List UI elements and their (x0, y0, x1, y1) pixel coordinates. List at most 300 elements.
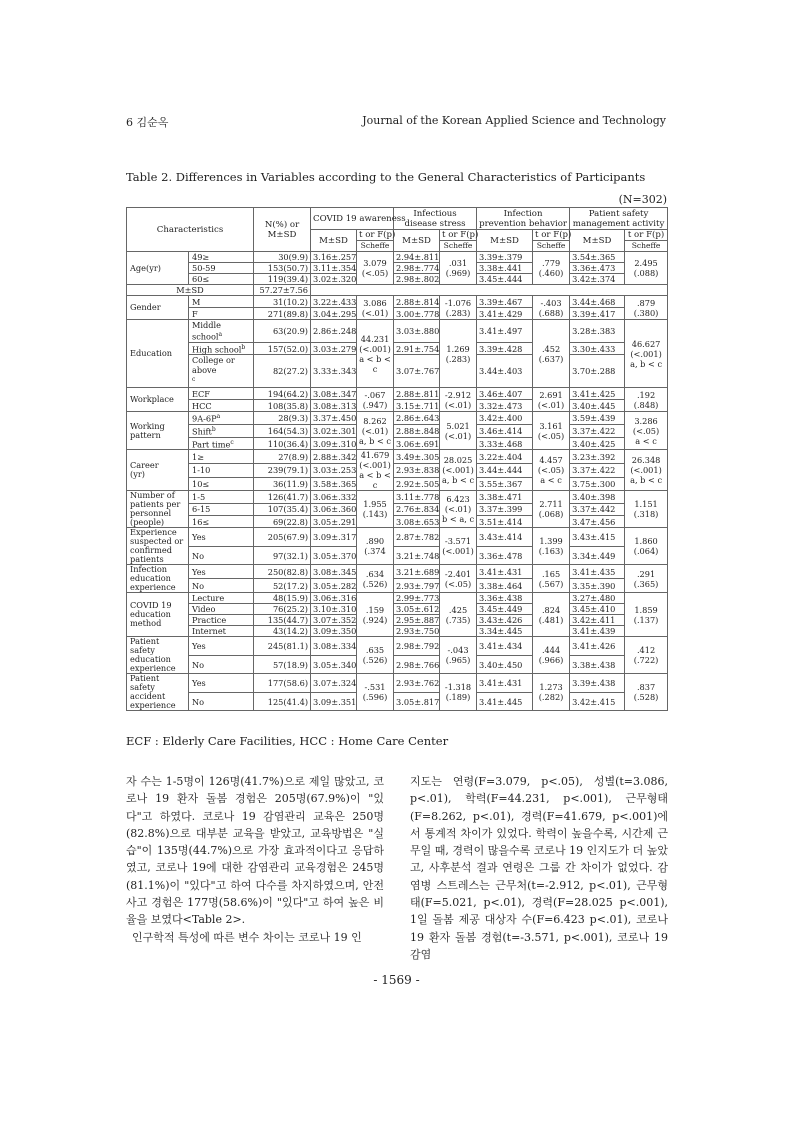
table-row (127, 263, 668, 274)
cell-line: .779 (541, 258, 561, 268)
mean-sd-cell (394, 579, 440, 593)
subgroup-label (189, 400, 254, 412)
mean-sd-cell (394, 477, 440, 491)
cell-text: 3.37±.422 (572, 425, 616, 436)
cell-text: 3.49±.305 (396, 451, 440, 462)
mean-sd-cell (570, 388, 625, 400)
header-variable (311, 208, 406, 230)
cell-line: College or (192, 355, 235, 366)
cell-text: 3.27±.480 (572, 593, 616, 604)
cell-text: 3.02±.301 (313, 425, 357, 436)
cell-text: 3.32±.473 (479, 400, 523, 411)
cell-text: 30(9.9) (278, 252, 309, 262)
cell-line: .165 (541, 568, 561, 579)
cell-line: 4.457 (539, 455, 563, 466)
n-percent-cell (254, 320, 311, 343)
cell-text: 36(11.9) (272, 479, 309, 490)
cell-text: Scheffe (536, 241, 566, 250)
mean-sd-cell (570, 263, 625, 274)
mean-sd-cell (570, 615, 625, 626)
cell-text: 3.02±.320 (313, 274, 357, 284)
cell-text: 3.03±.279 (313, 343, 357, 354)
table-row (127, 615, 668, 626)
cell-line: experience (130, 663, 176, 674)
cell-line: (.068) (538, 509, 564, 520)
header-tf (533, 230, 570, 241)
cell-line: (.283) (445, 307, 471, 318)
mean-sd-cell (311, 655, 357, 674)
n-percent-cell (254, 450, 311, 464)
mean-sd-cell (311, 400, 357, 412)
cell-line: a < b < c (359, 470, 391, 491)
test-statistic-cell (357, 491, 394, 528)
cell-text: 3.38±.471 (479, 492, 523, 503)
cell-line: 1.859 (634, 604, 658, 615)
test-statistic-cell (533, 491, 570, 528)
test-statistic-cell (357, 528, 394, 565)
cell-text: 3.41±.445 (479, 696, 523, 707)
mean-sd-cell (311, 593, 357, 604)
cell-text: 3.37±.422 (572, 465, 616, 476)
mean-sd-cell (570, 593, 625, 604)
cell-text: F (192, 308, 198, 319)
table-row (127, 604, 668, 615)
cell-text: 3.05±.370 (313, 550, 357, 561)
header-scheffe (533, 241, 570, 252)
cell-text: 3.04±.295 (313, 308, 357, 319)
cell-line: experience (130, 582, 176, 593)
table-row (127, 274, 668, 285)
cell-text: 3.41±.429 (479, 308, 523, 319)
cell-text: M±SD (582, 235, 612, 246)
cell-text: Age(yr) (130, 262, 161, 273)
cell-line: (<.001) (359, 460, 391, 471)
cell-text: 48(15.9) (272, 593, 309, 604)
mean-sd-cell (394, 274, 440, 285)
mean-sd-cell (311, 296, 357, 308)
cell-line: (<.01) (444, 504, 472, 515)
group-label (127, 565, 189, 593)
test-statistic-cell (357, 252, 394, 285)
mean-sd-cell (311, 320, 357, 343)
n-percent-cell (254, 252, 311, 263)
cell-line: Working (130, 420, 165, 431)
mean-sd-cell (394, 593, 440, 604)
cell-text: 28(9.3) (278, 413, 309, 424)
cell-text: 3.23±.392 (572, 451, 616, 462)
header-scheffe (440, 241, 477, 252)
cell-line: .425 (448, 604, 468, 615)
cell-text: 3.38±.438 (572, 659, 616, 670)
cell-text: Workplace (130, 394, 174, 405)
cell-text: 2.93±.797 (396, 580, 440, 591)
cell-text: 2.88±.811 (396, 388, 440, 399)
cell-text: 250(82.8) (267, 566, 309, 577)
cell-text: Scheffe (443, 241, 473, 250)
group-superscript: c (230, 438, 234, 446)
mean-sd-cell (394, 400, 440, 412)
cell-text: Shift (192, 426, 212, 437)
table-row (127, 565, 668, 579)
n-percent-cell (254, 355, 311, 388)
cell-line: -2.401 (444, 568, 472, 579)
cell-text: 3.51±.414 (479, 516, 523, 527)
cell-text: 3.39±.428 (479, 343, 523, 354)
cell-text: No (192, 550, 205, 561)
cell-line: .031 (448, 258, 468, 268)
cell-line: -1.318 (444, 682, 472, 693)
cell-text: 3.05±.817 (396, 696, 440, 707)
test-statistic-cell (533, 320, 570, 388)
cell-line: (.969) (445, 268, 471, 278)
n-percent-cell (254, 528, 311, 547)
test-statistic-cell (440, 320, 477, 388)
cell-text: 271(89.8) (267, 308, 309, 319)
mean-sd-cell (477, 491, 533, 503)
cell-line: personnel (130, 508, 172, 519)
group-superscript: a (218, 331, 223, 338)
mean-sd-cell (311, 274, 357, 285)
body-paragraph: 자 수는 1-5명이 126명(41.7%)으로 제일 많았고, 코로나 19 환자 돌봄 경험은 205명(67.9%)이 "있다"고 하였다. 코로나 19 감염관리 교육은 250명(82.8%)으로 대부분 교육을 받았고, 교육방법은 "실습"이 135명(44.7%)으로 가장 효과적이다고 응답하였고, 코로나 19에 대한 감염관리 교육경험은 245명(81.1%)이 "있다"고 하여 다수를 차지하였으며, 안전사고 경험은 177명(58.6%)이 "있다"고 하여 높은 비율을 보였다<Table 2>. (126, 775, 384, 927)
cell-text: 2.88±.848 (396, 425, 440, 436)
cell-line: .412 (636, 645, 656, 656)
mean-sd-cell (394, 308, 440, 320)
mean-sd-cell (570, 320, 625, 343)
cell-line: a < c (540, 475, 562, 486)
body-column-right (410, 773, 668, 963)
cell-text: 3.36±.478 (479, 550, 523, 561)
cell-text: 2.98±.792 (396, 641, 440, 652)
cell-line: a, b < c (630, 475, 663, 486)
cell-text: 126(41.7) (267, 492, 309, 503)
subgroup-label (189, 252, 254, 263)
cell-text: Gender (130, 302, 161, 312)
n-percent-cell (254, 308, 311, 320)
cell-line: (yr) (130, 469, 145, 480)
body-column-left (126, 773, 384, 946)
mean-sd-cell (477, 388, 533, 400)
test-statistic-cell (357, 412, 394, 450)
cell-line: 3.286 (634, 415, 658, 426)
cell-text: 157(52.0) (267, 343, 309, 354)
cell-line: patients (130, 554, 164, 565)
test-statistic-cell (625, 296, 668, 320)
mean-sd-cell (477, 296, 533, 308)
cell-text: 3.43±.415 (572, 532, 616, 543)
table-row (127, 579, 668, 593)
cell-text: 3.06±.691 (396, 438, 440, 449)
n-percent-cell (254, 263, 311, 274)
subgroup-label (189, 450, 254, 464)
cell-text: 177(58.6) (267, 678, 309, 689)
cell-line: M±SD (267, 229, 297, 240)
test-statistic-cell (440, 528, 477, 565)
cell-text: 3.41±.431 (479, 566, 523, 577)
cell-text: 3.07±.324 (313, 678, 357, 689)
n-percent-cell (254, 626, 311, 637)
cell-text: 3.22±.404 (479, 451, 523, 462)
mean-sd-cell (477, 320, 533, 343)
cell-line: .634 (365, 568, 385, 579)
header-tf (440, 230, 477, 241)
mean-sd-cell (477, 528, 533, 547)
cell-text: 3.16±.257 (313, 252, 357, 262)
test-statistic-cell (533, 593, 570, 637)
header-scheffe (625, 241, 668, 252)
cell-line: (<.05) (537, 430, 565, 441)
mean-sd-cell (311, 308, 357, 320)
mean-sd-cell (570, 546, 625, 565)
cell-text: 194(64.2) (267, 388, 309, 399)
cell-text: 3.09±.310 (313, 438, 357, 449)
group-superscript: c (192, 376, 196, 384)
n-percent-cell (254, 579, 311, 593)
mean-sd-cell (394, 615, 440, 626)
test-statistic-cell (625, 450, 668, 491)
cell-text: 3.36±.473 (572, 263, 616, 273)
cell-line: (.567) (538, 578, 564, 589)
cell-text: 2.93±.838 (396, 465, 440, 476)
subgroup-label (189, 296, 254, 308)
cell-line: (.088) (633, 268, 659, 278)
n-percent-cell (254, 565, 311, 579)
test-statistic-cell (533, 450, 570, 491)
cell-line: (.318) (633, 509, 659, 520)
n-percent-cell (254, 412, 311, 425)
cell-text: Education (130, 348, 173, 359)
subgroup-label (189, 626, 254, 637)
cell-text: 3.45±.444 (479, 274, 523, 284)
cell-text: 3.30±.433 (572, 343, 616, 354)
cell-line: (<.01) (361, 307, 389, 318)
table-row (127, 674, 668, 693)
cell-line: (.688) (538, 307, 564, 318)
mean-sd-cell (311, 604, 357, 615)
cell-text: 108(35.8) (267, 400, 309, 411)
cell-text: 2.93±.750 (396, 626, 440, 637)
cell-text: t or F(p) (535, 230, 572, 240)
group-label (127, 296, 189, 320)
cell-text: 1≥ (192, 451, 205, 462)
mean-sd-cell (570, 355, 625, 388)
mean-sd-cell (311, 477, 357, 491)
cell-text: 2.98±.802 (396, 274, 440, 284)
cell-text: 3.05±.291 (313, 516, 357, 527)
cell-text: 2.87±.782 (396, 532, 440, 543)
cell-line: (<.01) (444, 399, 472, 410)
cell-text: Practice (192, 615, 227, 626)
cell-text: 3.40±.425 (572, 438, 616, 449)
cell-line: -.531 (364, 682, 386, 693)
cell-line: 8.262 (363, 415, 387, 426)
mean-sd-cell (477, 615, 533, 626)
mean-sd-cell (311, 424, 357, 437)
header-msd (570, 230, 625, 252)
cell-line: (.064) (633, 546, 659, 557)
cell-text: 3.21±.689 (396, 566, 440, 577)
cell-text: Scheffe (360, 241, 390, 250)
mean-sd-cell (311, 546, 357, 565)
cell-line: (.848) (633, 399, 659, 410)
test-statistic-cell (440, 674, 477, 711)
n-percent-cell (254, 296, 311, 308)
mean-sd-cell (570, 674, 625, 693)
mean-sd-cell (394, 437, 440, 450)
mean-sd-cell (570, 308, 625, 320)
cell-text: M (192, 296, 201, 307)
cell-text: 2.98±.766 (396, 659, 440, 670)
header-scheffe (357, 241, 394, 252)
cell-text: 3.05±.612 (396, 604, 440, 615)
mean-sd-cell (394, 491, 440, 503)
test-statistic-cell (357, 388, 394, 412)
cell-text: 3.41±.439 (572, 626, 616, 637)
cell-line: (<.05) (632, 425, 660, 436)
cell-text: 135(44.7) (267, 615, 309, 626)
cell-line: -.043 (447, 645, 469, 656)
cell-line: a, b < c (359, 435, 392, 446)
cell-text: 3.08±.653 (396, 516, 440, 527)
mean-sd-cell (477, 565, 533, 579)
test-statistic-cell (625, 637, 668, 674)
test-statistic-cell (357, 565, 394, 593)
cell-text: 3.45±.410 (572, 604, 616, 615)
test-statistic-cell (357, 593, 394, 637)
cell-text: 3.37±.442 (572, 504, 616, 515)
mean-sd-cell (570, 692, 625, 711)
cell-text: 82(27.2) (272, 366, 309, 377)
cell-line: method (130, 618, 162, 629)
cell-text: 3.40±.398 (572, 492, 616, 503)
cell-text: M±SD (490, 235, 519, 246)
n-percent-cell (254, 388, 311, 400)
subgroup-label (189, 274, 254, 285)
table-row (127, 655, 668, 674)
table-row (127, 637, 668, 656)
cell-line: a, b < c (442, 475, 475, 486)
cell-line: -.067 (364, 389, 386, 400)
cell-text: 3.75±.300 (572, 479, 616, 490)
test-statistic-cell (533, 388, 570, 412)
cell-text: 3.41±.435 (572, 566, 616, 577)
cell-line: experience (130, 700, 176, 711)
cell-text: 3.42±.400 (479, 413, 523, 424)
cell-text: 3.09±.351 (313, 696, 357, 707)
cell-line: (.380) (633, 307, 659, 318)
mean-sd-cell (477, 655, 533, 674)
cell-line: (.526) (362, 655, 388, 666)
mean-sd-cell (394, 503, 440, 515)
group-label (127, 593, 189, 637)
mean-sd-cell (477, 593, 533, 604)
subgroup-label (189, 263, 254, 274)
cell-text: 3.07±.352 (313, 615, 357, 626)
cell-line: Patient safety (130, 636, 160, 656)
cell-text: 3.06±.360 (313, 504, 357, 515)
test-statistic-cell (625, 528, 668, 565)
cell-text: 3.05±.340 (313, 659, 357, 670)
cell-line: 3.086 (363, 297, 387, 308)
cell-line: 44.231 (360, 333, 390, 344)
cell-line: 1.399 (539, 536, 563, 547)
mean-sd-cell (394, 464, 440, 478)
mean-sd-cell (477, 546, 533, 565)
test-statistic-cell (625, 388, 668, 412)
cell-text: 3.08±.347 (313, 388, 357, 399)
cell-line: 2.495 (634, 258, 658, 268)
cell-line: 2.691 (539, 389, 563, 400)
group-label (127, 252, 189, 285)
cell-text: 3.44±.468 (572, 296, 616, 307)
mean-sd-cell (570, 503, 625, 515)
test-statistic-cell (533, 252, 570, 285)
mean-sd-cell (477, 692, 533, 711)
cell-text: Yes (192, 566, 206, 577)
cell-text: 1-10 (192, 465, 211, 476)
test-statistic-cell (440, 450, 477, 491)
test-statistic-cell (440, 296, 477, 320)
cell-text: 3.28±.383 (572, 325, 616, 336)
test-statistic-cell (533, 296, 570, 320)
cell-text: 10≤ (192, 479, 210, 490)
cell-line: (<.01) (444, 430, 472, 441)
mean-sd-cell (311, 692, 357, 711)
mean-sd-cell (394, 655, 440, 674)
mean-sd-cell (394, 424, 440, 437)
cell-line: .837 (636, 682, 656, 693)
n-percent-cell (254, 477, 311, 491)
cell-text: 3.58±.365 (313, 479, 357, 490)
table-row (127, 285, 668, 296)
subgroup-label (189, 604, 254, 615)
age-msd-value (254, 285, 311, 296)
group-label (127, 528, 189, 565)
cell-text: t or F(p) (627, 230, 665, 240)
mean-sd-cell (394, 252, 440, 263)
n-percent-cell (254, 503, 311, 515)
cell-line: patients per (130, 499, 181, 510)
mean-sd-cell (570, 296, 625, 308)
cell-line: (<.001) (442, 546, 474, 557)
cell-line: (<.01) (361, 425, 389, 436)
cell-text: 3.34±.449 (572, 550, 616, 561)
cell-text: M±SD (402, 235, 431, 246)
cell-line: pattern (130, 429, 161, 440)
cell-text: 2.95±.887 (396, 615, 440, 626)
subgroup-label (189, 491, 254, 503)
cell-line: 1.151 (634, 499, 658, 510)
cell-text: 2.94±.811 (396, 252, 440, 262)
subgroup-label (189, 355, 254, 388)
group-label (127, 450, 189, 491)
cell-text: 3.36±.438 (479, 593, 523, 604)
mean-sd-cell (394, 412, 440, 425)
subgroup-label (189, 503, 254, 515)
mean-sd-cell (311, 503, 357, 515)
mean-sd-cell (570, 565, 625, 579)
cell-line: (.365) (633, 578, 659, 589)
table-footnote: ECF : Elderly Care Facilities, HCC : Home Care Center (126, 734, 449, 748)
cell-text: 3.70±.288 (572, 366, 616, 377)
cell-text: 3.39±.438 (572, 678, 616, 689)
mean-sd-cell (394, 626, 440, 637)
running-header-left: 6 김순옥 (126, 116, 169, 129)
mean-sd-cell (311, 579, 357, 593)
cell-text: 2.88±.814 (396, 296, 440, 307)
cell-line: (.189) (445, 692, 471, 703)
cell-text: 3.38±.464 (479, 580, 523, 591)
table-caption: Table 2. Differences in Variables according to the General Characteristics of Participants (126, 170, 646, 184)
